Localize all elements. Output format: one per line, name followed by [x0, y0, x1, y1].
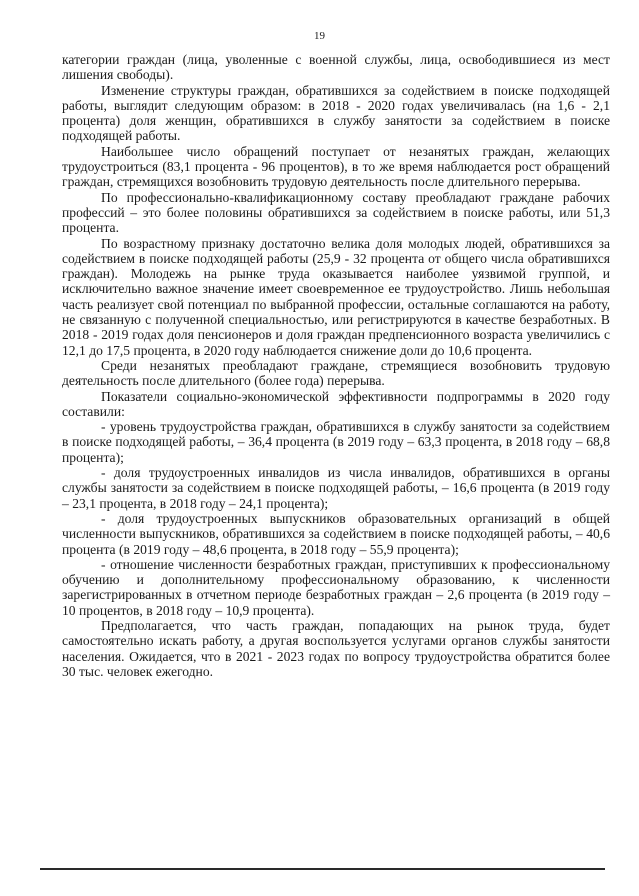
- paragraph: По возрастному признаку достаточно велика доля молодых людей, обратившихся за содействием в поиске подходящей работы (25,9 - 32 процента от общего числа обратившихся граждан). Молодежь на рынке труда оказывается наиболее уязвимой группой, и исключительно важное значение имеет своевременное ее трудоустройство. Лишь небольшая часть реализует свой потенциал по выбранной профессии, остальные соглашаются на работу, не связанную с полученной специальностью, или регистрируются в качестве безработных. В 2018 - 2019 годах доля пенсионеров и доля граждан предпенсионного возраста увеличились с 12,1 до 17,5 процента, в 2020 году наблюдается снижение доли до 10,6 процента.: [62, 235, 610, 358]
- list-item: - доля трудоустроенных инвалидов из числа инвалидов, обратившихся в органы службы занятости за содействием в поиске подходящей работы, – 16,6 процента (в 2019 году – 23,1 процента, в 2018 году – 24,1 процента);: [62, 465, 610, 511]
- paragraph: Изменение структуры граждан, обратившихся за содействием в поиске подходящей работы, выглядит следующим образом: в 2018 - 2020 годах увеличивалась (на 1,6 - 2,1 процента) доля женщин, обратившихся в службу занятости за содействием в поиске подходящей работы.: [62, 82, 610, 144]
- list-item: - доля трудоустроенных выпускников образовательных организаций в общей численности выпускников, обратившихся за содействием в поиске подходящей работы, – 40,6 процента (в 2019 году – 48,6 процента, в 2018 году – 55,9 процента);: [62, 510, 610, 557]
- paragraph: Наибольшее число обращений поступает от незанятых граждан, желающих трудоустроиться (83,1 процента - 96 процентов), в то же время наблюдается рост обращений граждан, стремящихся возобновить трудовую деятельность после длительного перерыва.: [62, 143, 610, 190]
- list-item: - отношение численности безработных граждан, приступивших к профессиональному обучению и дополнительному профессиональному образованию, к численности зарегистрированных в отчетном периоде безработных граждан – 2,6 процента (в 2019 году – 10 процентов, в 2018 году – 10,9 процента).: [62, 556, 610, 618]
- paragraph: Показатели социально-экономической эффективности подпрограммы в 2020 году составили:: [62, 388, 610, 419]
- paragraph: Среди незанятых преобладают граждане, стремящиеся возобновить трудовую деятельность после длительного (более года) перерыва.: [62, 357, 610, 389]
- bottom-divider: [40, 868, 605, 870]
- page-number: 19: [314, 30, 325, 42]
- document-body: [62, 52, 610, 679]
- list-item: - уровень трудоустройства граждан, обратившихся в службу занятости за содействием в поиске подходящей работы, – 36,4 процента (в 2019 году – 63,3 процента, в 2018 году – 68,8 процента);: [62, 419, 610, 465]
- paragraph: По профессионально-квалификационному составу преобладают граждане рабочих профессий – это более половины обратившихся за содействием в поиске работы, или 51,3 процента.: [62, 189, 610, 236]
- paragraph: Предполагается, что часть граждан, попадающих на рынок труда, будет самостоятельно искать работу, а другая воспользуется услугами органов службы занятости населения. Ожидается, что в 2021 - 2023 годах по вопросу трудоустройства обратится более 30 тыс. человек ежегодно.: [62, 617, 610, 679]
- paragraph: категории граждан (лица, уволенные с военной службы, лица, освободившиеся из мест лишения свободы).: [62, 52, 610, 83]
